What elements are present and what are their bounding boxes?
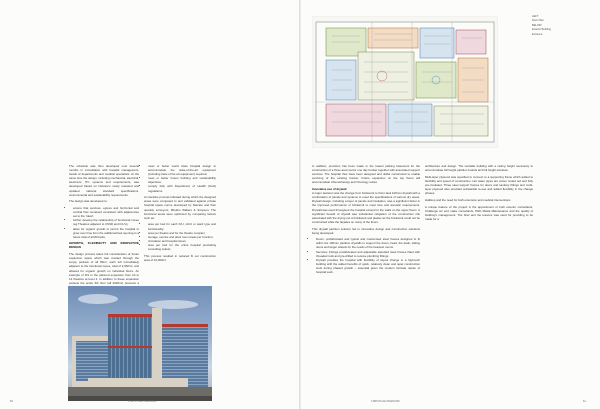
body-paragraph: Multi-layer plywood was specified to connect to a supporting frame which added to flexibility and speed of construction. Hot water pipes are colour coded red and fully pre-insulated. Three steel support frames for doors and sanitary fittings and multi-layer plywood also provided substantial re-use and added flexibility in the change phases. bbox=[425, 174, 533, 196]
caption-label: BELOW: bbox=[532, 23, 543, 27]
subheading: Innovative use of drywall bbox=[312, 187, 347, 192]
body-paragraph: An iterative process followed during which the designed areas were compared to and validated against private hospital space norms developed by Netcare and their quantity surveyors, Mbuthu Walters & Simpson. The functional areas were optimised by comparing factors such as: bbox=[144, 195, 216, 220]
left-column-1 bbox=[69, 164, 139, 296]
page-number: 61 bbox=[583, 400, 586, 403]
list-item: • meet or better world class hospital design to accommodate the state-of-the-art equipment (including state of the art equipment) required; bbox=[148, 164, 216, 176]
caption-label: LEFT: bbox=[532, 15, 539, 18]
body-paragraph: In addition, provision has been made in the lowest parking basement for the construction of a three-level sector one day bunker together with associated support services. The hospital thus have been designed and drafts constructed to enable servicing of the existing bunker. Future expansion on the top floors will accommodate Chemotherapy and Oncology suites. bbox=[312, 164, 420, 185]
body-paragraph: Hallstop and the need for both extension and medical interventions bbox=[425, 197, 511, 202]
list-item: • ensure that services, egress and horizontal and vertical flow remained consistent with adjacencies set to the 'ideal'; bbox=[73, 206, 139, 218]
figure-captions bbox=[532, 15, 587, 37]
caption-text: Entrance bbox=[532, 32, 543, 36]
body-paragraph: The design process takes full consideration of future expansion space which was created through the empty pockets of all 80m², each left immediately adjacent to the functional zones, total of 2,952m², and allowed for organic growth on individual floors. An example of this is the planned expansion from 10 to 12 theatres at level 4. In addition to these expansion pockets the entire 6th floor (all 2000m²) presents a bbox=[69, 252, 139, 285]
running-footer: CHRISTIAAN BARNARD bbox=[128, 400, 157, 403]
left-column-2 bbox=[144, 164, 216, 264]
body-paragraph: This drywall partition solution led to innovative design and construction solutions being developed: bbox=[312, 226, 420, 235]
right-page bbox=[301, 0, 600, 409]
section-heading: GROWTH, FLEXIBILITY AND INNOVATIVE DESIGN bbox=[69, 241, 139, 250]
caption-text: Exterior Building bbox=[532, 28, 551, 32]
list-item: • Doors: prefabricated and typical and customised steel frames designed to fit within the 100mm partition drywalls to support the doors, head, the dado, sliding doors and larger wheels for the needs of the heaviest rooms. bbox=[316, 237, 420, 249]
list-item: • Services: Fittings prefabricated and adjustable standard steel frames fitted with threaded rods and pre-drilled to receive plumbing fittings. bbox=[316, 250, 420, 258]
body-paragraph: A unique feature of the project is the appointment of both exterior consultants, Challenge Air and make consultants, PHD Mekla Maintenance and the quality of building's management. The brief and the lessons was used for providing to be made for a bbox=[425, 204, 533, 221]
list-item: • comply fully with Department of Health (DoH) regulations. bbox=[148, 184, 216, 192]
hospital-exterior-photo bbox=[68, 286, 212, 401]
body-paragraph: The schedule was then developed over several months in consultation with hospital management, heads of departments and medical specialists. At the same time the design, including mechanical, electrical, electronic, ITC systems and requirements, was developed based on Netcare's newly released and updated national standard specifications, environmental and sustainability requirements. bbox=[69, 164, 139, 197]
body-paragraph: architecture and design. The versatile building with a ceiling height necessary to accommodate full height partition boards and full height windows. bbox=[425, 164, 533, 173]
list-item: • storage, service and plant room areas per function; bbox=[148, 235, 216, 239]
drywall-solutions-list bbox=[312, 237, 420, 274]
list-item: • area per bed for the entire hospital (excluding consulting suites). bbox=[148, 243, 216, 251]
right-column-1 bbox=[312, 164, 420, 277]
body-paragraph: This process resulted in reduced fit out construction area of ±2,000m². bbox=[144, 253, 216, 262]
design-goals-list-continued bbox=[144, 164, 216, 193]
body-paragraph: The design was developed to: bbox=[69, 199, 108, 204]
left-page bbox=[0, 0, 299, 409]
right-column-2 bbox=[425, 164, 533, 224]
list-item: • allow for organic growth to permit the hospital to grow over time from the additional bed opening to a future total of all 80 beds; bbox=[73, 227, 139, 239]
list-item: • area per theatre and for the theatre complex; bbox=[148, 231, 216, 235]
caption-text: Floor Plan bbox=[532, 19, 544, 23]
list-item: • further develop the relationship of functional zones (eg Theatres adjacent to CSSD and ICU's); bbox=[73, 218, 139, 226]
list-item: • area per bed for each ICU, HCU or ward type and functionality; bbox=[148, 222, 216, 230]
design-goals-list bbox=[69, 206, 139, 239]
body-paragraph: A major decision was the change from brickwork to fit-for-task 100mm drywall with a combination of panels and systems to meet the specifications of various dry areas. Drywall design, including a layer of panels and insulation, was a significant factor in the improved performance of brickwork to meet time and acoustic requirements. Drywall was used throughout the hospital except for the walls on the upper floors. A significant benefit of drywall was substantial mitigation of the construction risk associated with the drying out of brickwork and plaster as the brickwork could not be constructed while the façades on many of the floors. bbox=[312, 191, 420, 224]
list-item: • Drywall provides the hospital with flexibility of layout change in a high-tech building with the added benefits of quick, relatively clean and quiet construction work during phased growth – essential given the modern intimate nature of hospital work. bbox=[316, 258, 420, 274]
comparison-factors-list bbox=[144, 222, 216, 251]
running-footer: CHRISTIAAN BARNARD bbox=[371, 400, 400, 403]
page-number: 60 bbox=[10, 400, 13, 403]
list-item: • meet or better Green building and sustainability objectives; bbox=[148, 176, 216, 184]
list-item: • circulation and hospital street; bbox=[148, 239, 216, 243]
floor-plan-drawing bbox=[312, 16, 498, 148]
